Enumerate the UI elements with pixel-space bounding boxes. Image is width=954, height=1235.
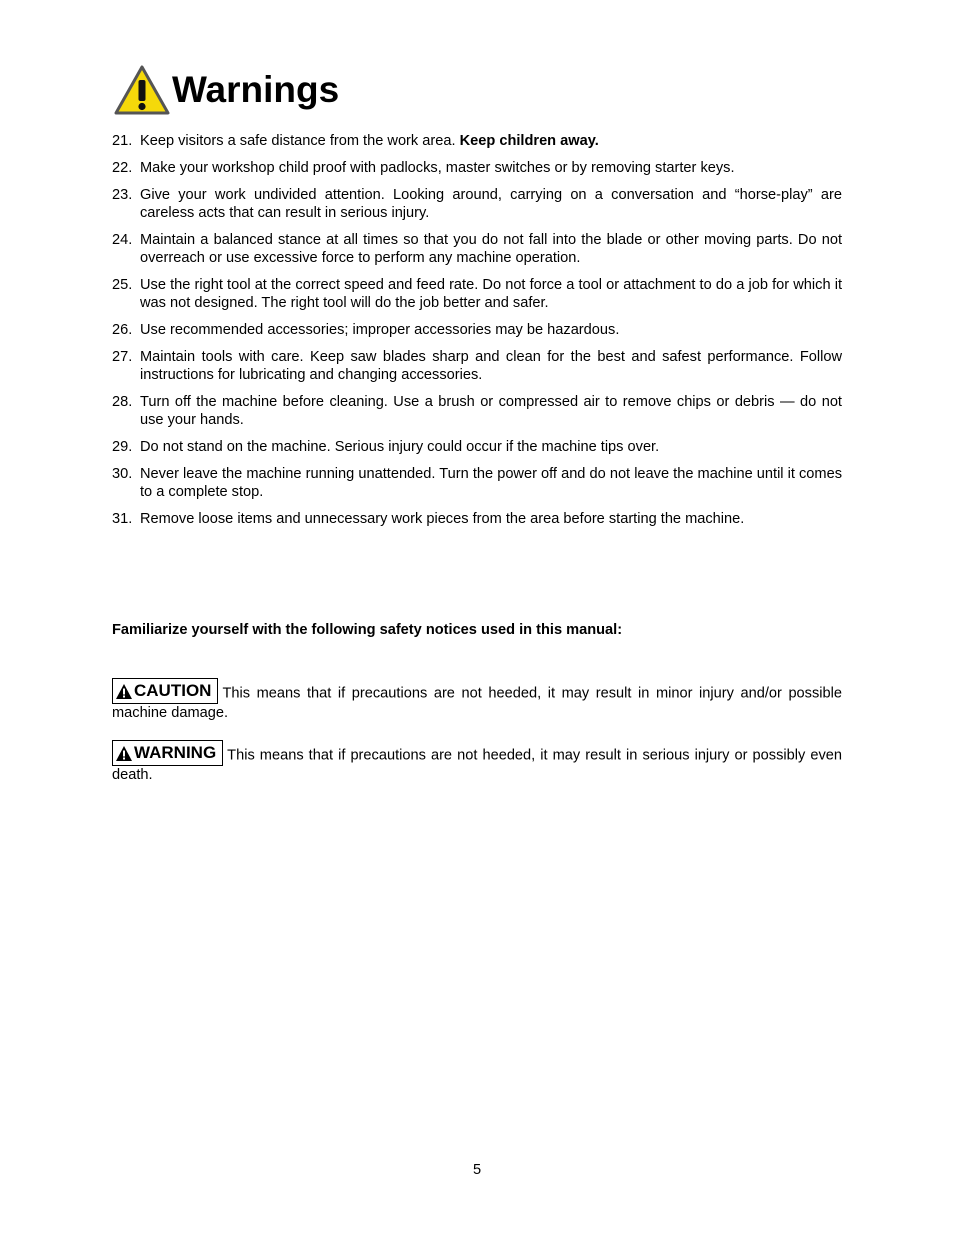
list-item <box>112 159 842 177</box>
caution-label <box>112 678 218 704</box>
item-text: Maintain a balanced stance at all times so that you do not fall into the blade or other moving parts. Do not overreach or use excessive force to perform any machine operation. <box>140 232 842 266</box>
item-number: 23. <box>112 187 133 203</box>
item-number: 28. <box>112 394 133 410</box>
page-title: Warnings <box>172 69 340 110</box>
item-number: 26. <box>112 322 133 338</box>
warning-text: This means that if precautions are not heeded, it may result in serious injury or possibly even death. <box>112 747 842 783</box>
familiarize-heading: Familiarize yourself with the following safety notices used in this manual: <box>112 622 623 638</box>
warning-label <box>112 740 223 766</box>
item-text: Never leave the machine running unattended. Turn the power off and do not leave the machine until it comes to a complete stop. <box>140 466 842 500</box>
item-text: Make your workshop child proof with padlocks, master switches or by removing starter keys. <box>140 160 735 176</box>
list-item <box>112 348 842 384</box>
alert-triangle-icon <box>115 745 133 762</box>
item-number: 25. <box>112 277 133 293</box>
list-item <box>112 438 842 456</box>
list-item <box>112 276 842 312</box>
item-number: 24. <box>112 232 133 248</box>
item-text <box>140 132 842 150</box>
item-text: Do not stand on the machine. Serious injury could occur if the machine tips over. <box>140 439 660 455</box>
caution-label-text: CAUTION <box>134 681 212 700</box>
caution-notice <box>112 678 842 722</box>
item-number: 31. <box>112 511 133 527</box>
list-item <box>112 132 842 150</box>
page-number: 5 <box>472 1162 482 1178</box>
page-header <box>114 64 339 116</box>
item-number: 21. <box>112 133 133 149</box>
list-item <box>112 231 842 267</box>
list-item <box>112 510 842 528</box>
warning-label-text: WARNING <box>134 743 217 762</box>
item-text-regular: Keep visitors a safe distance from the work area. <box>140 133 460 149</box>
item-number: 29. <box>112 439 133 455</box>
item-number: 27. <box>112 349 133 365</box>
item-text: Turn off the machine before cleaning. Use a brush or compressed air to remove chips or debris — do not use your hands. <box>140 394 842 428</box>
item-text: Maintain tools with care. Keep saw blades sharp and clean for the best and safest performance. Follow instructions for lubricating and changing accessories. <box>140 349 842 383</box>
warning-notice <box>112 740 842 784</box>
alert-triangle-icon <box>115 683 133 700</box>
item-text: Use recommended accessories; improper accessories may be hazardous. <box>140 322 620 338</box>
list-item <box>112 393 842 429</box>
item-number: 30. <box>112 466 133 482</box>
list-item <box>112 186 842 222</box>
item-text: Remove loose items and unnecessary work pieces from the area before starting the machine. <box>140 511 745 527</box>
item-text: Use the right tool at the correct speed and feed rate. Do not force a tool or attachment to do a job for which it was not designed. The right tool will do the job better and safer. <box>140 277 842 311</box>
list-item <box>112 321 842 339</box>
caution-text: This means that if precautions are not heeded, it may result in minor injury and/or possible machine damage. <box>112 685 842 721</box>
item-text-bold: Keep children away. <box>459 133 599 149</box>
warnings-list <box>112 132 842 537</box>
item-number: 22. <box>112 160 133 176</box>
item-text: Give your work undivided attention. Looking around, carrying on a conversation and “horse-play” are careless acts that can result in serious injury. <box>140 187 842 221</box>
list-item <box>112 465 842 501</box>
warning-triangle-icon <box>114 64 170 116</box>
